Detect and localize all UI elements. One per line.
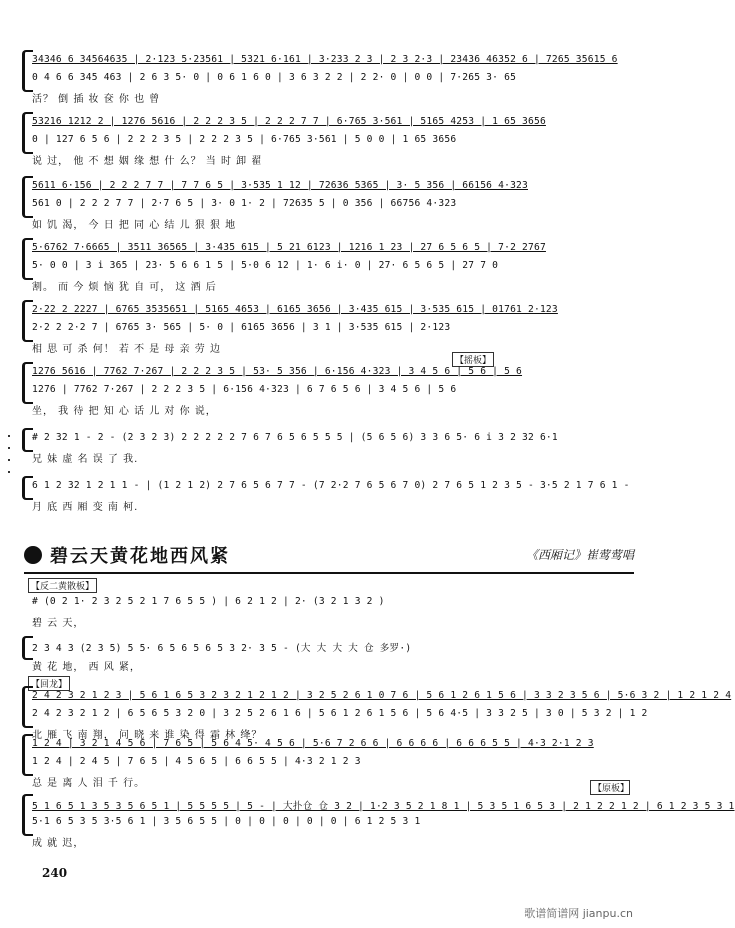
score-system-8 [32, 476, 630, 516]
score-line-upper: 1 2 4 | 3 2 1 4 5 6 | 7 6 5 | 5 6 4 5· 4 5 6 | 5·6 7 2 6 6 | 6 6 6 6 | 6 6 6 5 5 | 4·3 2·1 2 3 [32, 738, 594, 749]
song-heading [24, 542, 634, 570]
score-line-lower: 1276 | 7762 7·267 | 2 2 2 3 5 | 6·156 4·323 | 6 7 6 5 6 | 3 4 5 6 | 5 6 [32, 384, 457, 395]
score-system-6 [32, 356, 630, 422]
lyrics-line: 月 底 西 厢 变 南 柯. [32, 502, 139, 513]
score-line-upper: # 2 32 1 - 2 - (2 3 2 3) 2 2 2 2 2 7 6 7 6 5 6 5 5 5 | (5 6 5 6) 3 3 6 5· 6 i 3 2 32 6·1 [32, 432, 558, 443]
score-system-10 [32, 636, 630, 676]
lyrics-line: 活？ 倒 插 妆 奁 你 也 曾 [32, 94, 161, 105]
lyrics-line: 如 饥 渴， 今 日 把 同 心 结 儿 狠 狠 地 [32, 220, 237, 231]
score-line-upper: 2 4 2 3 2 1 2 3 | 5 6 1 6 5 3 2 3 2 1 2 1 2 | 3 2 5 2 6 1 0 7 6 | 5 6 1 2 6 1 5 6 | 3 3 2 3 5 6 | 5·6 3 2 | 1 2 1 2 4 [32, 690, 732, 701]
page-number: 240 [42, 866, 68, 880]
score-line-lower: 2·2 2 2·2 7 | 6765 3· 565 | 5· 0 | 6165 3656 | 3 1 | 3·535 615 | 2·123 [32, 322, 451, 333]
banshi-marker: 【反二黄散板】 [28, 578, 97, 593]
score-system-4 [32, 238, 630, 294]
lyrics-line: 割。 而 今 烦 恼 犹 自 可， 这 酒 后 [32, 282, 217, 293]
score-line-upper: 53216 1212 2 | 1276 5616 | 2 2 2 3 5 | 2 2 2 7 7 | 6·765 3·561 | 5165 4253 | 1 65 3656 [32, 116, 546, 127]
score-line-lower: 0 | 127 6 5 6 | 2 2 2 3 5 | 2 2 2 3 5 | 6·765 3·561 | 5 0 0 | 1 65 3656 [32, 134, 457, 145]
song-source: 《西厢记》崔莺莺唱 [525, 548, 634, 562]
score-system-13 [32, 784, 735, 850]
song-title: 碧云天黄花地西风紧 [50, 546, 230, 567]
score-line-lower: 561 0 | 2 2 2 7 7 | 2·7 6 5 | 3· 0 1· 2 | 72635 5 | 0 356 | 66756 4·323 [32, 198, 457, 209]
bullet-icon [24, 546, 42, 564]
score-line-upper: 5·6762 7·6665 | 3511 36565 | 3·435 615 | 5 21 6123 | 1216 1 23 | 27 6 5 6 5 | 7·2 2767 [32, 242, 546, 253]
score-line-upper: 5 1 6 5 1 3 5 3 5 6 5 1 | 5 5 5 5 | 5 - | 大扑仓 仓 3 2 | 1·2 3 5 2 1 8 1 | 5 3 5 1 6 5 3 | 2 1 2 2 1 2 | 6 1 2 3 5 3 1 [32, 801, 735, 812]
score-line-upper: 2·22 2 2227 | 6765 3535651 | 5165 4653 | 6165 3656 | 3·435 615 | 3·535 615 | 01761 2·123 [32, 304, 558, 315]
score-system-3 [32, 176, 630, 232]
score-line-lower: 5·1 6 5 3 5 3·5 6 1 | 3 5 6 5 5 | 0 | 0 | 0 | 0 | 0 | 6 1 2 5 3 1 [32, 816, 421, 827]
score-system-1 [32, 50, 630, 106]
score-system-9 [31, 582, 630, 632]
banshi-marker: 【原板】 [590, 780, 630, 795]
score-line-lower: 1 2 4 | 2 4 5 | 7 6 5 | 4 5 6 5 | 6 6 5 5 | 4·3 2 1 2 3 [32, 756, 361, 767]
score-system-5 [32, 300, 630, 356]
lyrics-line: 成 就 迟， [32, 838, 85, 849]
margin-marks [8, 425, 12, 495]
score-line-lower: 0 4 6 6 345 463 | 2 6 3 5· 0 | 0 6 1 6 0 | 3 6 3 2 2 | 2 2· 0 | 0 0 | 7·265 3· 65 [32, 72, 517, 83]
watermark: 歌谱简谱网 jianpu.cn [524, 907, 633, 920]
score-system-12 [32, 734, 630, 790]
heading-divider [24, 572, 634, 574]
banshi-marker: 【回龙】 [28, 676, 70, 691]
lyrics-line: 北 雁 飞 南 翔， 问 晓 来 谁 染 得 霜 林 绛？ [32, 730, 263, 741]
lyrics-line: 相 思 可 杀 何！ 若 不 是 母 亲 劳 边 [32, 344, 221, 355]
lyrics-line: 坐， 我 待 把 知 心 话 儿 对 你 说， [32, 406, 217, 417]
score-line-upper: 2 3 4 3 (2 3 5) 5 5· 6 5 6 5 6 5 3 2· 3 5 - (大 大 大 大 仓 多罗·) [32, 643, 412, 654]
score-line-lower: 2 4 2 3 2 1 2 | 6 5 6 5 3 2 0 | 3 2 5 2 6 1 6 | 5 6 1 2 6 1 5 6 | 5 6 4·5 | 3 3 2 5 | 3 0 | 5 3 2 | 1 2 [32, 708, 648, 719]
lyrics-line: 兄 妹 虚 名 误 了 我. [32, 454, 139, 465]
lyrics-line: 总 是 离 人 泪 千 行。 [32, 778, 146, 789]
score-line-upper: 1276 5616 | 7762 7·267 | 2 2 2 3 5 | 53· 5 356 | 6·156 4·323 | 3 4 5 6 | 5 6 | 5 6 [32, 366, 523, 377]
lyrics-line: 说 过， 他 不 想 姻 缘 想 什 么？ 当 时 卸 翟 [32, 156, 263, 167]
score-line-upper: 6 1 2 32 1 2 1 1 - | (1 2 1 2) 2 7 6 5 6 7 7 - (7 2·2 7 6 5 6 7 0) 2 7 6 5 1 2 3 5 - 3·5 2 1 7 6 1 - [32, 480, 630, 491]
score-line-lower: 5· 0 0 | 3 i 365 | 23· 5 6 6 1 5 | 5·0 6 12 | 1· 6 i· 0 | 27· 6 5 6 5 | 27 7 0 [32, 260, 499, 271]
lyrics-line: 碧 云 天， [32, 618, 85, 629]
score-line-upper: 34346 6 34564635 | 2·123 5·23561 | 5321 6·161 | 3·233 2 3 | 2 3 2·3 | 23436 46352 6 | 7265 35615 6 [32, 54, 618, 65]
score-system-7 [32, 428, 630, 468]
score-system-2 [32, 112, 630, 168]
lyrics-line: 黄 花 地， 西 风 紧， [32, 662, 141, 673]
score-line-upper: # (0 2 1· 2 3 2 5 2 1 7 6 5 5 ) | 6 2 1 2 | 2· (3 2 1 3 2 ) [32, 596, 385, 607]
banshi-marker: 【摇板】 [452, 352, 494, 367]
score-line-upper: 5611 6·156 | 2 2 2 7 7 | 7 7 6 5 | 3·535 1 12 | 72636 5365 | 3· 5 356 | 66156 4·323 [32, 180, 529, 191]
